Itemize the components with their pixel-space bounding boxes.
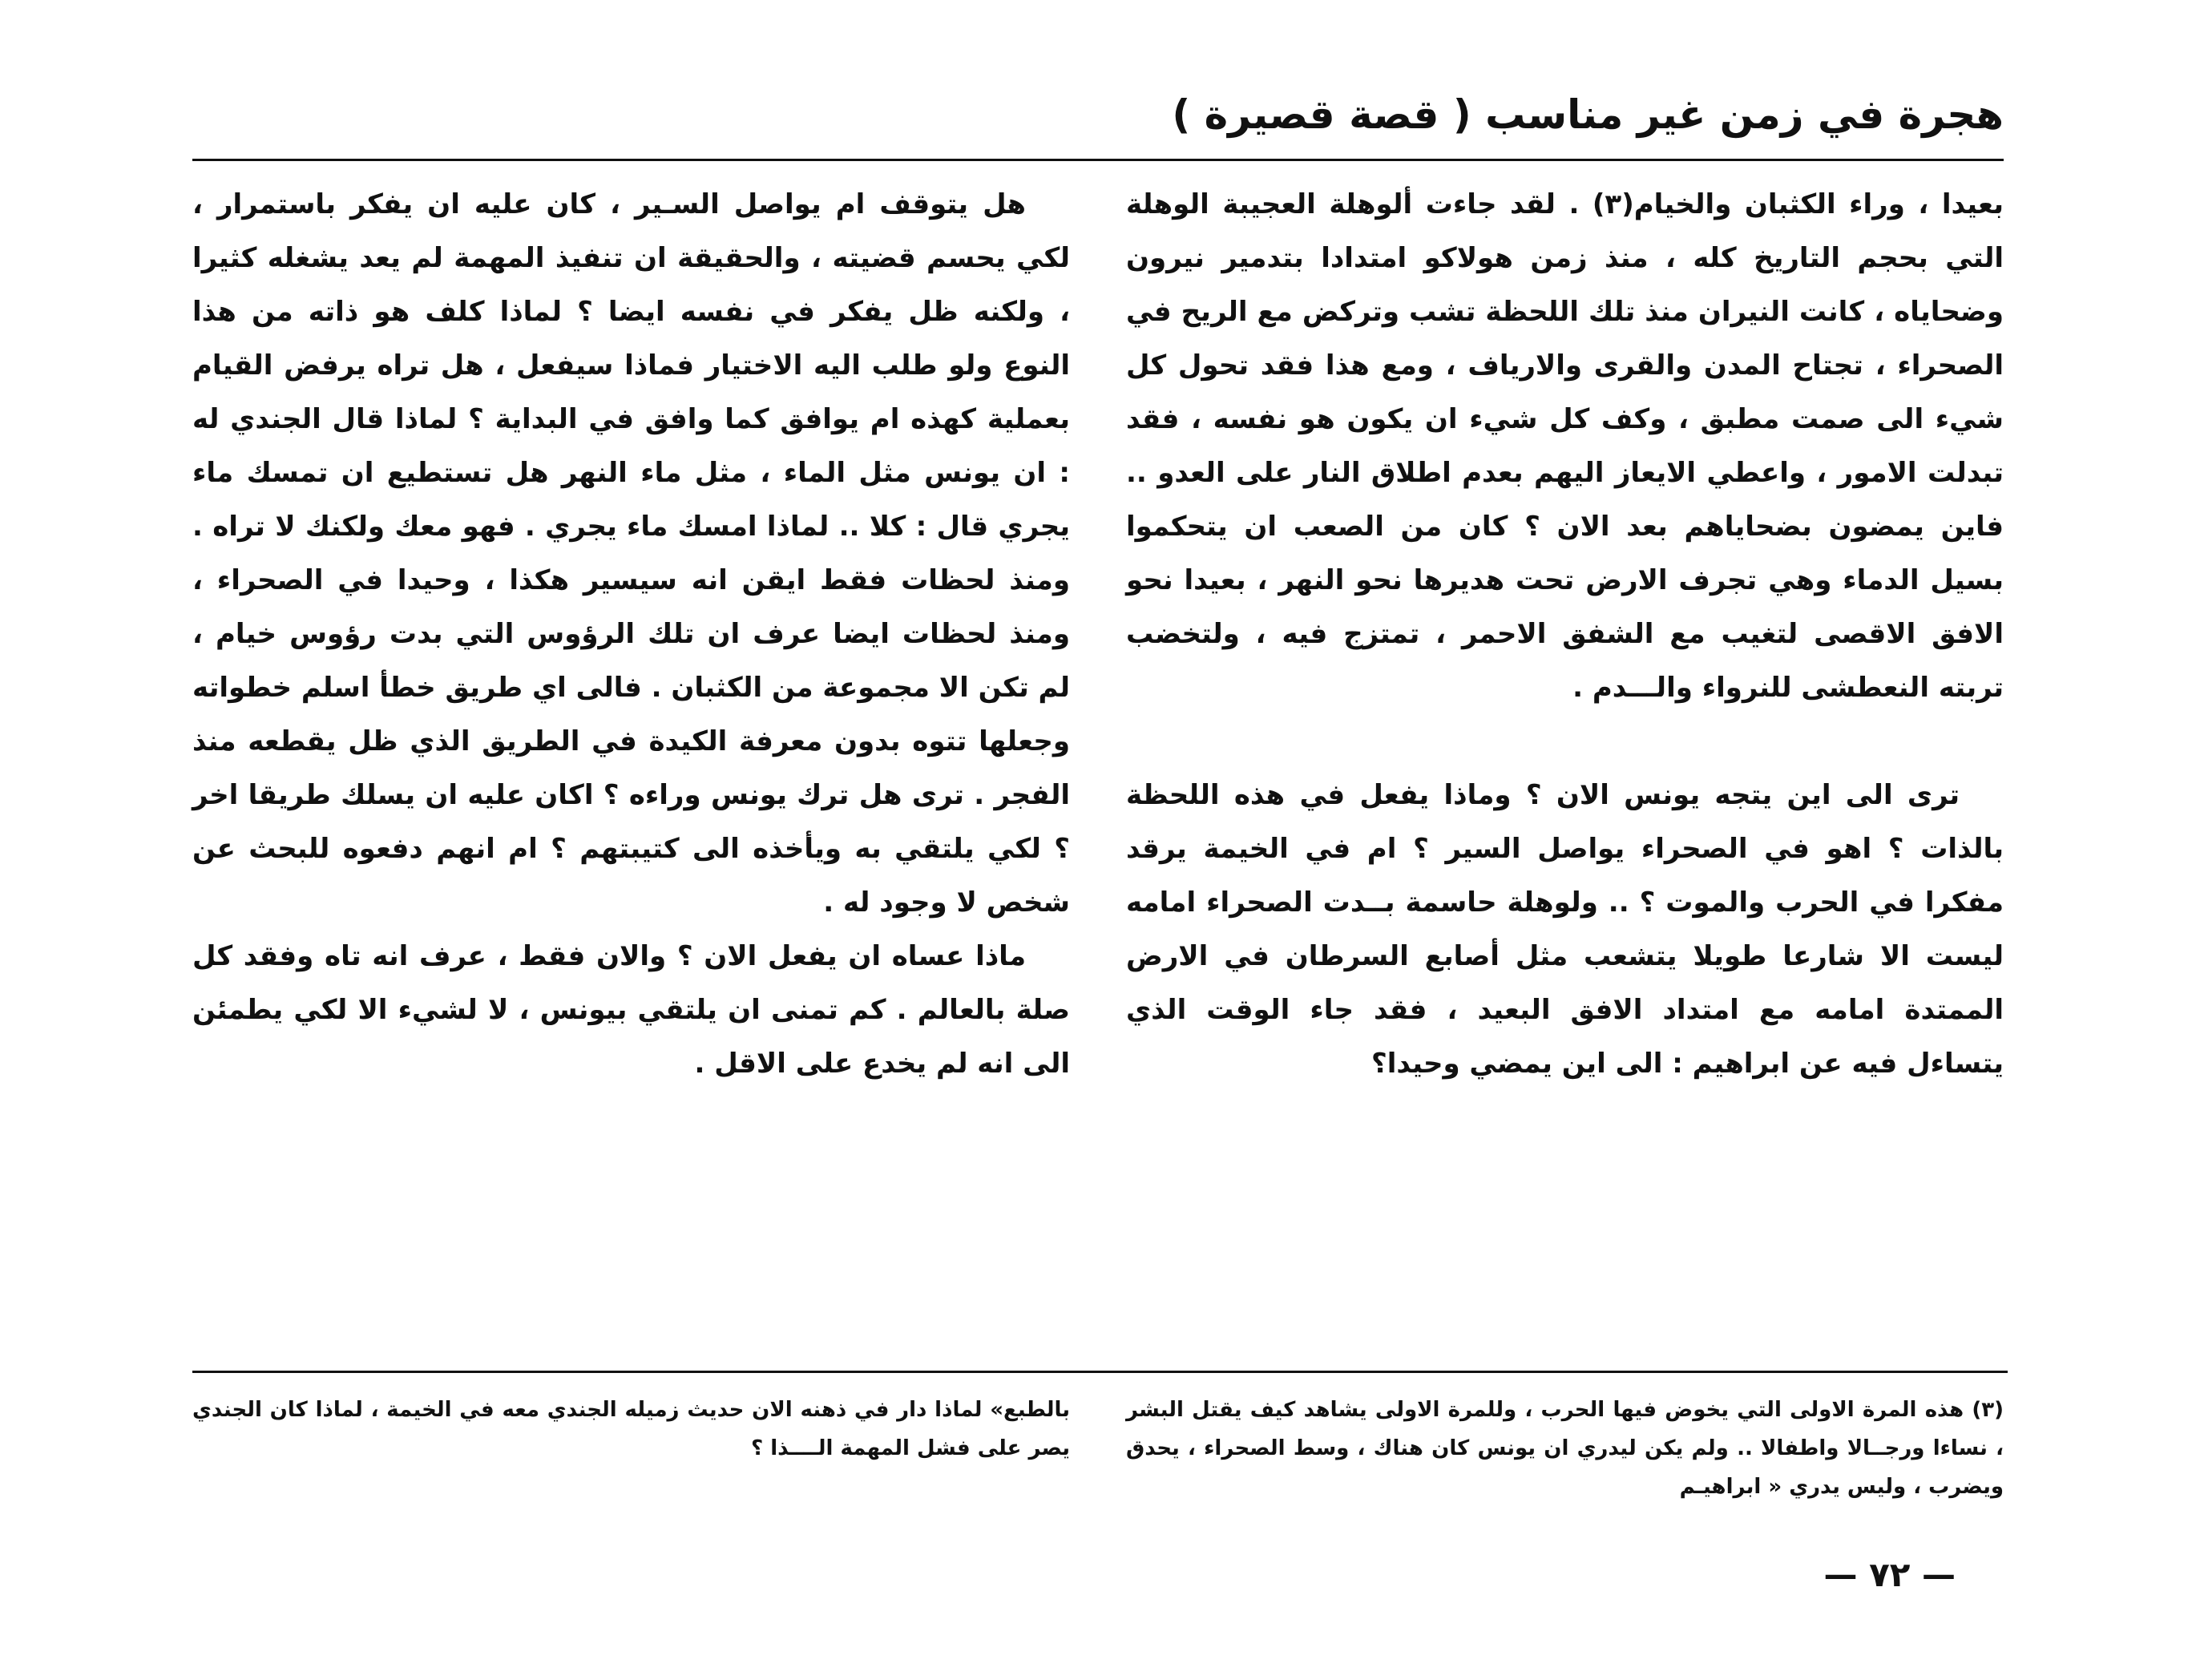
left-paragraph-1: هل يتوقف ام يواصل السـير ، كان عليه ان يفكر باستمرار ، لكي يحسم قضيته ، والحقيقة ان تنفيذ المهمة لم يعد يشغله كثيرا ، ولكنه ظل يفكر في نفسه ايضا ؟ لماذا كلف هو ذاته من هذا النوع ولو طلب اليه الاختيار فماذا سيفعل ، هل تراه يرفض القيام بعملية كهذه ام يوافق كما وافق في البداية ؟ لماذا قال الجندي له : ان يونس مثل الماء ، مثل ماء النهر هل تستطيع ان تمسك ماء يجري قال : كلا .. لماذا امسك ماء يجري . فهو معك ولكنك لا تراه . ومنذ لحظات فقط ايقن انه سيسير هكذا ، وحيدا في الصحراء ، ومنذ لحظات ايضا عرف ان تلك الرؤوس التي بدت رؤوس خيام ، لم تكن الا مجموعة من الكثبان . فالى اي طريق خطأ اسلم خطواته وجعلها تتوه بدون معرفة الكيدة في الطريق الذي ظل يقطعه منذ الفجر . ترى هل ترك يونس وراءه ؟ اكان عليه ان يسلك طريقا اخر ؟ لكي يلتقي به ويأخذه الى كتيبتهم ؟ ام انهم دفعوه للبحث عن شخص لا وجود له . bbox=[192, 188, 1070, 919]
right-column bbox=[1126, 178, 2004, 1091]
header-rule bbox=[192, 159, 2004, 161]
footnote-left: بالطبع» لماذا دار في ذهنه الان حديث زميله الجندي معه في الخيمة ، لماذا كان الجندي يصر على فشل المهمة الــــذا ؟ bbox=[192, 1398, 1070, 1460]
page-number: — ٧٢ — bbox=[1823, 1555, 1956, 1594]
left-paragraph-2: ماذا عساه ان يفعل الان ؟ والان فقط ، عرف انه تاه وفقد كل صلة بالعالم . كم تمنى ان يلتقي بيونس ، لا لشيء الا لكي يطمئن الى انه لم يخدع على الاقل . bbox=[192, 940, 1070, 1080]
right-paragraph-2: ترى الى اين يتجه يونس الان ؟ وماذا يفعل في هذه اللحظة بالذات ؟ اهو في الصحراء يواصل السير ؟ ام في الخيمة يرقد مفكرا في الحرب والموت ؟ .. ولوهلة حاسمة بــدت الصحراء امامه ليست الا شارعا طويلا يتشعب مثل أصابع السرطان في الارض الممتدة امامه مع امتداد الافق البعيد ، فقد جاء الوقت الذي يتساءل فيه عن ابراهيم : الى اين يمضي وحيدا؟ bbox=[1126, 779, 2004, 1080]
right-paragraph-1: بعيدا ، وراء الكثبان والخيام(٣) . لقد جاءت ألوهلة العجيبة الوهلة التي بحجم التاريخ كله ، منذ زمن هولاكو امتدادا بتدمير نيرون وضحاياه ، كانت النيران منذ تلك اللحظة تشب وتركض مع الريح في الصحراء ، تجتاح المدن والقرى والارياف ، ومع هذا فقد تحول كل شيء الى صمت مطبق ، وكف كل شيء ان يكون هو نفسه ، فقد تبدلت الامور ، واعطي الايعاز اليهم بعدم اطلاق النار على العدو .. فاين يمضون بضحاياهم بعد الان ؟ كان من الصعب ان يتحكموا بسيل الدماء وهي تجرف الارض تحت هديرها نحو النهر ، بعيدا نحو الافق الاقصى لتغيب مع الشفق الاحمر ، تمتزج فيه ، ولتخضب تربته النعطشى للنرواء والـــدم . bbox=[1126, 188, 2004, 704]
left-column bbox=[192, 178, 1070, 1091]
footnote-rule bbox=[192, 1371, 2008, 1373]
footnote-right: (٣) هذه المرة الاولى التي يخوض فيها الحرب ، وللمرة الاولى يشاهد كيف يقتل البشر ، نساءا ورجــالا واطفالا .. ولم يكن ليدري ان يونس كان هناك ، وسط الصحراء ، يحدق ويضرب ، وليس يدري « ابراهيـم bbox=[1126, 1398, 2004, 1499]
page-title: هجرة في زمن غير مناسب ( قصة قصيرة ) bbox=[1172, 91, 2004, 138]
